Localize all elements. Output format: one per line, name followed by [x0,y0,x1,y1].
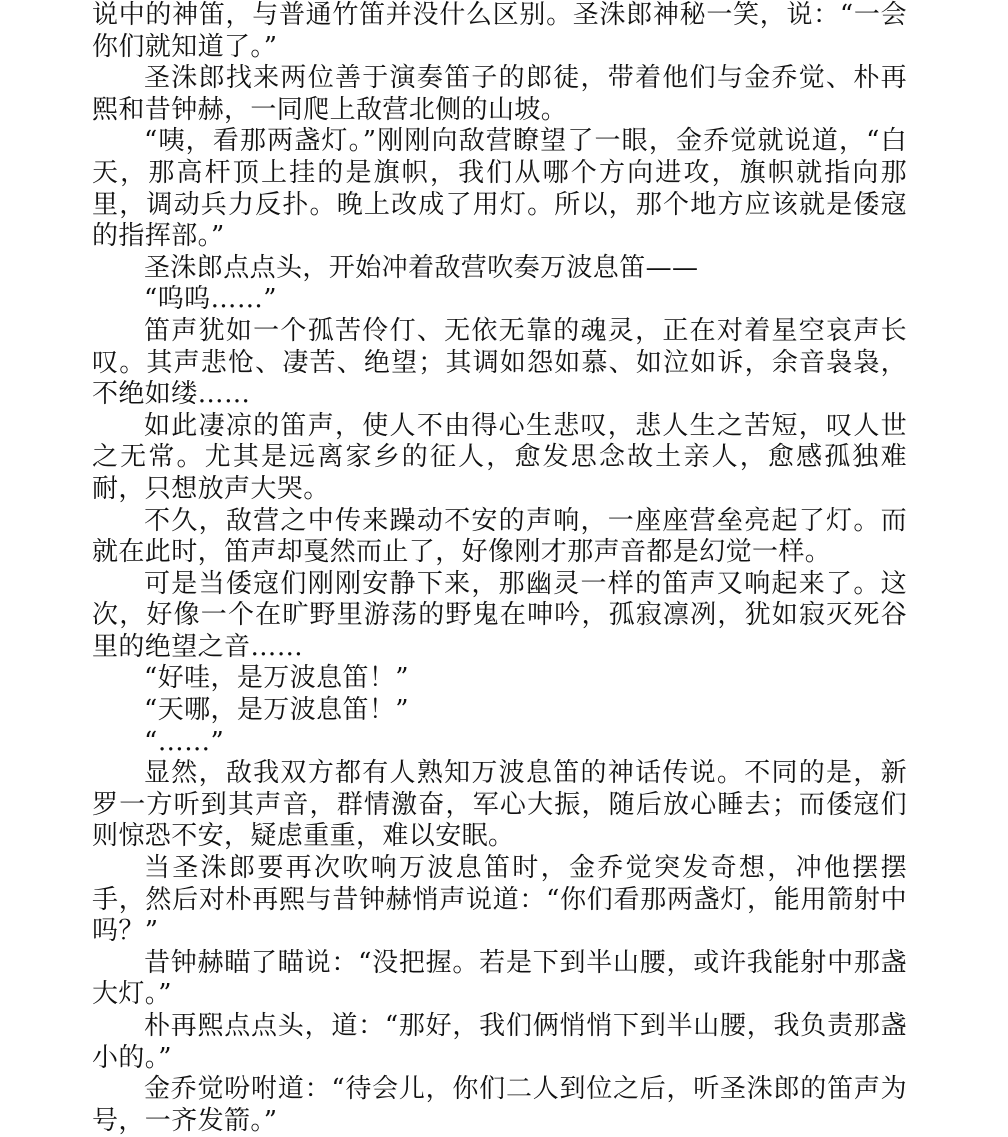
paragraph: 笛声犹如一个孤苦伶仃、无依无靠的魂灵，正在对着星空哀声长叹。其声悲怆、凄苦、绝望；其调如怨如慕、如泣如诉，余音袅袅，不绝如缕…… [92,315,907,410]
paragraph: 显然，敌我双方都有人熟知万波息笛的神话传说。不同的是，新罗一方听到其声音，群情激奋，军心大振，随后放心睡去；而倭寇们则惊恐不安，疑虑重重，难以安眠。 [92,758,907,852]
paragraph: “好哇，是万波息笛！” [144,663,409,694]
paragraph: 金乔觉吩咐道：“待会儿，你们二人到位之后，听圣洙郎的笛声为号，一齐发箭。” [92,1074,907,1136]
document-page [92,0,907,1137]
paragraph: “呜呜……” [144,284,277,315]
paragraph: “……” [144,726,225,757]
paragraph: 可是当倭寇们刚刚安静下来，那幽灵一样的笛声又响起来了。这次，好像一个在旷野里游荡的野鬼在呻吟，孤寂凛冽，犹如寂灭死谷里的绝望之音…… [92,568,907,662]
paragraph: 当圣洙郎要再次吹响万波息笛时，金乔觉突发奇想，冲他摆摆手，然后对朴再熙与昔钟赫悄声说道：“你们看那两盏灯，能用箭射中吗？” [92,853,907,947]
paragraph: 朴再熙点点头，道：“那好，我们俩悄悄下到半山腰，我负责那盏小的。” [92,1011,907,1073]
paragraph: 不久，敌营之中传来躁动不安的声响，一座座营垒亮起了灯。而就在此时，笛声却戛然而止了，好像刚才那声音都是幻觉一样。 [92,505,907,568]
paragraph: 圣洙郎点点头，开始冲着敌营吹奏万波息笛—— [144,252,699,283]
paragraph: 圣洙郎找来两位善于演奏笛子的郎徒，带着他们与金乔觉、朴再熙和昔钟赫，一同爬上敌营北侧的山坡。 [92,63,907,125]
paragraph: “天哪，是万波息笛！” [144,695,409,726]
paragraph-continued: 说中的神笛，与普通竹笛并没什么区别。圣洙郎神秘一笑，说：“一会你们就知道了。” [92,0,907,62]
paragraph: 昔钟赫瞄了瞄说：“没把握。若是下到半山腰，或许我能射中那盏大灯。” [92,947,907,1010]
paragraph: 如此凄凉的笛声，使人不由得心生悲叹，悲人生之苦短，叹人世之无常。尤其是远离家乡的征人，愈发思念故土亲人，愈感孤独难耐，只想放声大哭。 [92,410,907,504]
paragraph: “咦，看那两盏灯。”刚刚向敌营瞭望了一眼，金乔觉就说道，“白天，那高杆顶上挂的是旗帜，我们从哪个方向进攻，旗帜就指向那里，调动兵力反扑。晚上改成了用灯。所以，那个地方应该就是倭寇的指挥部。” [92,126,907,252]
